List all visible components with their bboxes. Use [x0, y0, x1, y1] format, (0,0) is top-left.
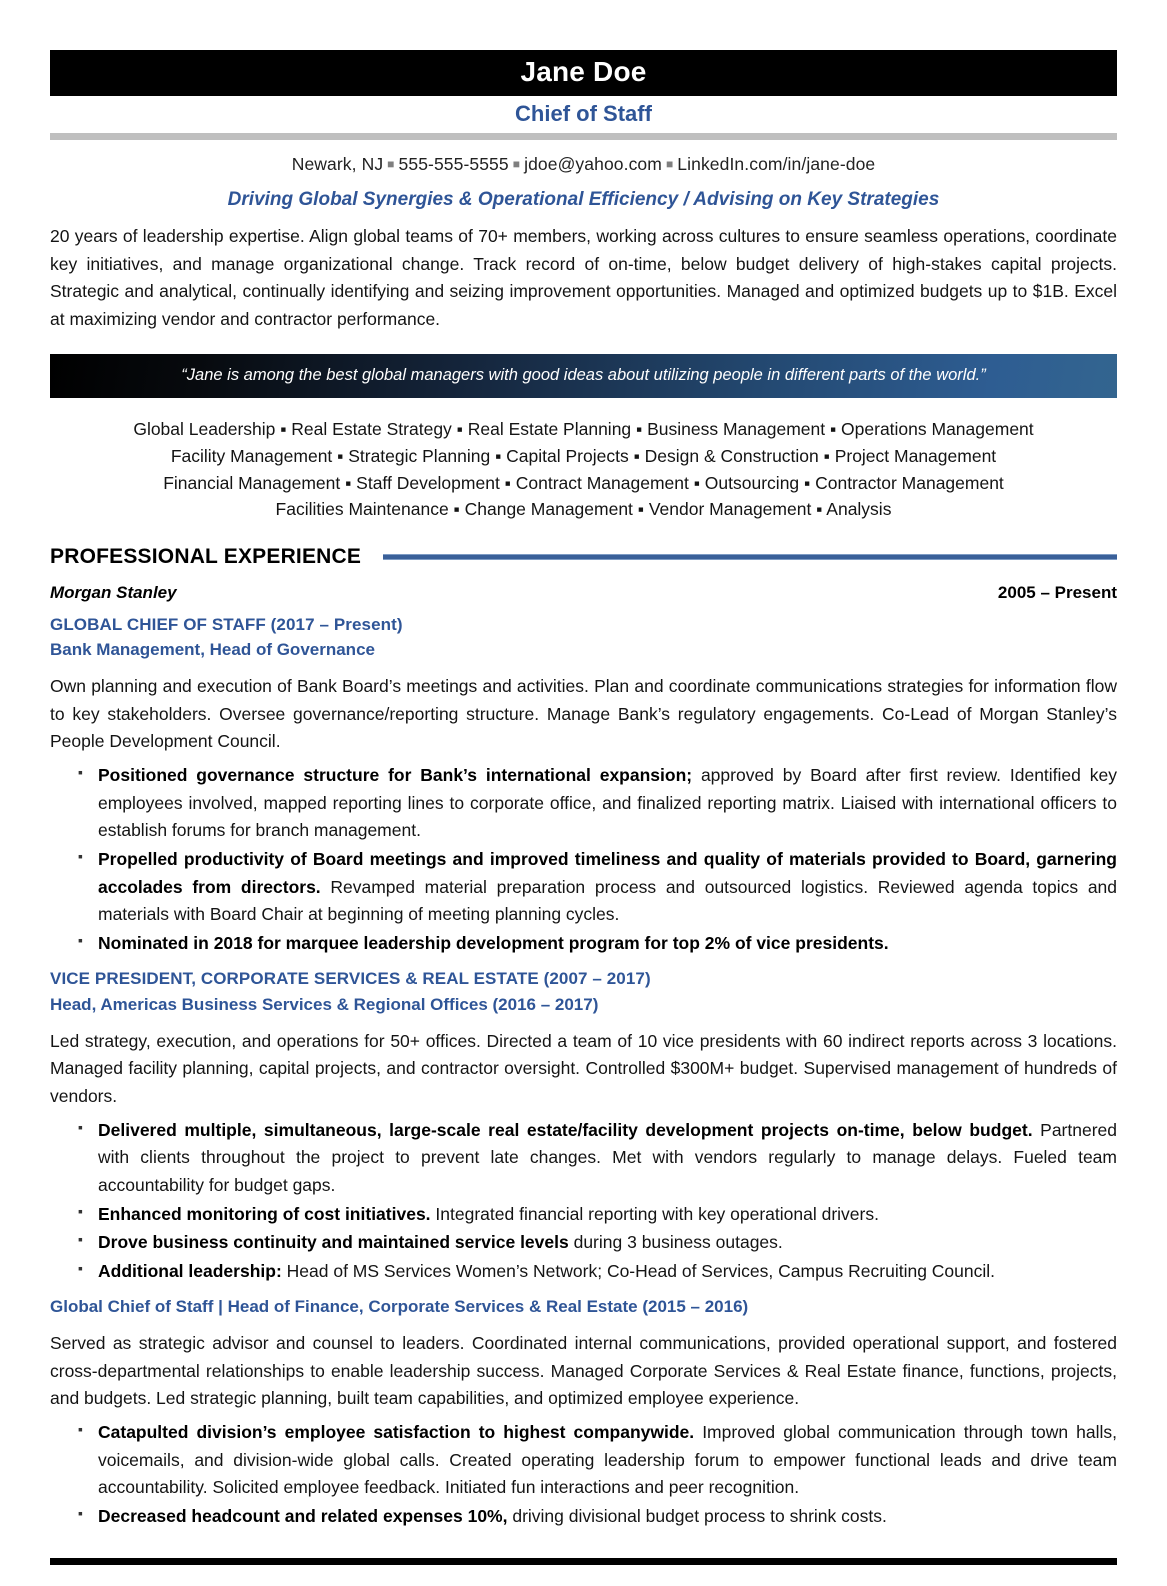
bullet-highlight: Positioned governance structure for Bank’s international expansion; — [98, 764, 693, 785]
section-title: PROFESSIONAL EXPERIENCE — [50, 544, 362, 568]
bullet-item — [50, 762, 1117, 845]
bullet-item — [50, 930, 1117, 958]
role-subtitle: Head, Americas Business Services & Regional Offices (2016 – 2017) — [50, 995, 599, 1015]
contact-location: Newark, NJ — [291, 154, 384, 174]
candidate-name: Jane Doe — [50, 50, 1117, 96]
skills-row: Facility Management ▪ Strategic Planning ▪ Capital Projects ▪ Design & Construction ▪ Project Management — [170, 445, 997, 466]
header-divider — [50, 133, 1117, 140]
employer-dates: 2005 – Present — [997, 582, 1117, 602]
bullet-item — [50, 1419, 1117, 1502]
bullet-item — [50, 1258, 1117, 1286]
bullet-highlight: Nominated in 2018 for marquee leadership development program for top 2% of vice presidents. — [98, 932, 889, 953]
bullet-text: Improved global communication through town halls, voicemails, and division-wide global calls. Created operating leadership forum to empower functional leads and drive team accountability. Solicited employee feedback. Initiated fun interactions and peer recognition. — [98, 1422, 1117, 1498]
role-title: VICE PRESIDENT, CORPORATE SERVICES & REAL ESTATE (2007 – 2017) — [50, 969, 651, 989]
professional-summary: 20 years of leadership expertise. Align global teams of 70+ members, working across cultures to ensure seamless operations, coordinate key initiatives, and manage organizational change. Track record of on-time, below budget delivery of high-stakes capital projects. Strategic and analytical, continually identifying and seizing improvement opportunities. Managed and optimized budgets up to $1B. Excel at maximizing vendor and contractor performance. — [50, 226, 1117, 329]
candidate-job-title: Chief of Staff — [515, 101, 652, 126]
role-title: GLOBAL CHIEF OF STAFF (2017 – Present) — [50, 614, 403, 634]
bullet-item — [50, 1503, 1117, 1531]
bullet-highlight: Propelled productivity of Board meetings and improved timeliness and quality of materials provided to Board, garnering accolades from directors. — [98, 848, 1117, 897]
bullet-highlight: Catapulted division’s employee satisfaction to highest companywide. — [98, 1422, 695, 1443]
role-title: Global Chief of Staff | Head of Finance, Corporate Services & Real Estate (2015 – 2016) — [50, 1297, 749, 1317]
contact-phone: 555-555-5555 — [398, 154, 509, 174]
role-entry — [50, 613, 1117, 958]
role-bullet-list — [50, 1117, 1117, 1286]
bullet-highlight: Additional leadership: — [98, 1260, 282, 1281]
skills-row: Facilities Maintenance ▪ Change Management ▪ Vendor Management ▪ Analysis — [275, 499, 892, 520]
role-description: Served as strategic advisor and counsel to leaders. Coordinated internal communications, provided operational support, and fostered cross-departmental relationships to enable leadership success. Managed Corporate Services & Real Estate finance, functions, projects, and budgets. Led strategic planning, built team capabilities, and optimized employee experience. — [50, 1333, 1117, 1409]
bullet-text: Partnered with clients throughout the project to prevent late changes. Met with vendors regularly to manage delays. Fueled team accountability for budget gaps. — [98, 1119, 1117, 1195]
separator-square-icon: ■ — [665, 157, 674, 171]
section-rule — [383, 554, 1117, 560]
bullet-text: Integrated financial reporting with key operational drivers. — [430, 1203, 879, 1224]
employer-name: Morgan Stanley — [50, 582, 177, 602]
bullet-text: Head of MS Services Women’s Network; Co-Head of Services, Campus Recruiting Council. — [281, 1260, 996, 1281]
section-heading-professional-experience — [50, 545, 1117, 569]
skills-row: Global Leadership ▪ Real Estate Strategy ▪ Real Estate Planning ▪ Business Management ▪ Operations Management — [133, 419, 1034, 440]
page-bottom-rule-inner — [50, 1558, 1117, 1560]
headline-tagline: Driving Global Synergies & Operational Efficiency / Advising on Key Strategies — [227, 189, 940, 210]
role-description: Led strategy, execution, and operations for 50+ offices. Directed a team of 10 vice presidents with 60 indirect reports across 3 locations. Managed facility planning, capital projects, and contractor oversight. Controlled $300M+ budget. Supervised management of hundreds of vendors. — [50, 1030, 1117, 1106]
role-subtitle: Bank Management, Head of Governance — [50, 640, 375, 660]
bullet-highlight: Decreased headcount and related expenses 10%, — [98, 1505, 508, 1526]
bullet-highlight: Enhanced monitoring of cost initiatives. — [98, 1203, 431, 1224]
testimonial-quote-banner: “Jane is among the best global managers with good ideas about utilizing people in different parts of the world.” — [50, 354, 1117, 399]
employer-row — [50, 583, 1117, 603]
role-entry — [50, 967, 1117, 1285]
bullet-item — [50, 1229, 1117, 1257]
role-entry — [50, 1295, 1117, 1530]
bullet-highlight: Delivered multiple, simultaneous, large-scale real estate/facility development projects on-time, below budget. — [98, 1119, 1033, 1140]
bullet-text: driving divisional budget process to shrink costs. — [507, 1505, 887, 1526]
bullet-item — [50, 1117, 1117, 1200]
core-skills-list — [50, 398, 1117, 522]
bullet-text: approved by Board after first review. Identified key employees involved, mapped reporting lines to corporate office, and finalized reporting matrix. Liaised with international officers to establish forums for branch management. — [98, 764, 1117, 841]
separator-square-icon: ■ — [387, 157, 395, 171]
bullet-item — [50, 846, 1117, 929]
role-bullet-list — [50, 1419, 1117, 1531]
page-bottom-rule — [50, 1557, 1117, 1565]
resume-page — [0, 50, 1167, 1586]
skills-row: Financial Management ▪ Staff Development ▪ Contract Management ▪ Outsourcing ▪ Contractor Management — [163, 472, 1004, 493]
role-description: Own planning and execution of Bank Board’s meetings and activities. Plan and coordinate communications strategies for information flow to key stakeholders. Oversee governance/reporting structure. Manage Bank’s regulatory engagements. Co-Lead of Morgan Stanley’s People Development Council. — [50, 676, 1117, 752]
separator-square-icon: ■ — [512, 157, 521, 171]
bullet-highlight: Drove business continuity and maintained service levels — [98, 1232, 569, 1253]
role-bullet-list — [50, 762, 1117, 957]
bullet-text: Revamped material preparation process and outsourced logistics. Reviewed agenda topics and materials with Board Chair at beginning of meeting planning cycles. — [98, 876, 1118, 925]
contact-line — [50, 140, 1117, 175]
bullet-item — [50, 1201, 1117, 1229]
contact-email[interactable]: jdoe@yahoo.com — [524, 154, 662, 174]
bullet-text: during 3 business outages. — [568, 1232, 783, 1253]
contact-linkedin[interactable]: LinkedIn.com/in/jane-doe — [677, 154, 876, 174]
